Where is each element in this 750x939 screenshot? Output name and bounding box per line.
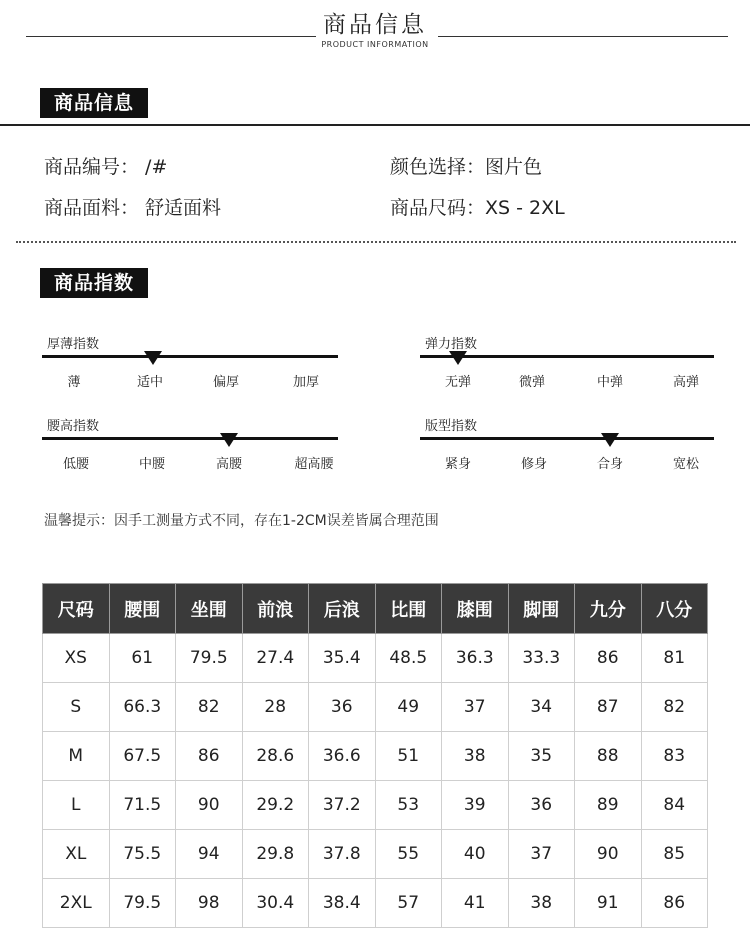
elasticity-index-option: 中弹 bbox=[596, 375, 623, 390]
elasticity-index-option: 微弹 bbox=[518, 375, 545, 390]
table-cell: 75.5 bbox=[109, 830, 176, 879]
table-cell: 71.5 bbox=[109, 781, 176, 830]
table-header-cell: 腰围 bbox=[109, 584, 176, 634]
table-cell: 86 bbox=[575, 634, 642, 683]
table-cell: L bbox=[43, 781, 110, 830]
table-cell: 61 bbox=[109, 634, 176, 683]
waist-index-option: 低腰 bbox=[62, 457, 89, 472]
table-header-cell: 后浪 bbox=[309, 584, 376, 634]
table-cell: 98 bbox=[176, 879, 243, 928]
thickness-index-option: 偏厚 bbox=[212, 375, 239, 390]
section-label-info: 商品信息 bbox=[40, 88, 148, 118]
fit-index-marker-icon bbox=[601, 433, 619, 447]
table-cell: 67.5 bbox=[109, 732, 176, 781]
table-cell: 82 bbox=[641, 683, 708, 732]
table-header-cell: 前浪 bbox=[242, 584, 309, 634]
table-cell: 90 bbox=[176, 781, 243, 830]
table-cell: 48.5 bbox=[375, 634, 442, 683]
table-cell: 79.5 bbox=[176, 634, 243, 683]
table-cell: XS bbox=[43, 634, 110, 683]
table-header-cell: 九分 bbox=[575, 584, 642, 634]
table-cell: 87 bbox=[575, 683, 642, 732]
table-cell: 81 bbox=[641, 634, 708, 683]
table-cell: 49 bbox=[375, 683, 442, 732]
section-label-index: 商品指数 bbox=[40, 268, 148, 298]
thickness-index-title: 厚薄指数 bbox=[47, 337, 100, 352]
waist-index-marker-icon bbox=[220, 433, 238, 447]
thickness-index-option: 加厚 bbox=[292, 375, 319, 390]
table-cell: 82 bbox=[176, 683, 243, 732]
thickness-index-track bbox=[42, 355, 338, 358]
header-subtitle: PRODUCT INFORMATION bbox=[321, 40, 429, 49]
table-cell: 37.2 bbox=[309, 781, 376, 830]
table-header-cell: 坐围 bbox=[176, 584, 243, 634]
table-cell: 57 bbox=[375, 879, 442, 928]
table-row bbox=[43, 634, 708, 683]
table-cell: 36.6 bbox=[309, 732, 376, 781]
table-row bbox=[43, 879, 708, 928]
table-cell: 86 bbox=[641, 879, 708, 928]
elasticity-index-marker-icon bbox=[449, 351, 467, 365]
table-cell: 38 bbox=[442, 732, 509, 781]
table-cell: 29.8 bbox=[242, 830, 309, 879]
waist-index-option: 高腰 bbox=[215, 457, 242, 472]
elasticity-index-title: 弹力指数 bbox=[425, 337, 478, 352]
table-cell: 66.3 bbox=[109, 683, 176, 732]
table-cell: S bbox=[43, 683, 110, 732]
waist-index-title: 腰高指数 bbox=[47, 419, 100, 434]
table-cell: 38 bbox=[508, 879, 575, 928]
table-header-cell: 脚围 bbox=[508, 584, 575, 634]
table-cell: 35 bbox=[508, 732, 575, 781]
table-cell: 86 bbox=[176, 732, 243, 781]
elasticity-index-option: 高弹 bbox=[672, 375, 699, 390]
table-cell: M bbox=[43, 732, 110, 781]
table-cell: 28 bbox=[242, 683, 309, 732]
table-cell: 37 bbox=[442, 683, 509, 732]
thickness-index-marker-icon bbox=[144, 351, 162, 365]
table-cell: 27.4 bbox=[242, 634, 309, 683]
table-cell: 91 bbox=[575, 879, 642, 928]
table-cell: 30.4 bbox=[242, 879, 309, 928]
table-header-cell: 膝围 bbox=[442, 584, 509, 634]
thickness-index-option: 适中 bbox=[136, 375, 163, 390]
table-cell: 39 bbox=[442, 781, 509, 830]
table-cell: 37.8 bbox=[309, 830, 376, 879]
elasticity-index-option: 无弹 bbox=[444, 375, 471, 390]
table-header-cell: 比围 bbox=[375, 584, 442, 634]
table-cell: 38.4 bbox=[309, 879, 376, 928]
fit-index-option: 紧身 bbox=[444, 457, 471, 472]
table-row bbox=[43, 732, 708, 781]
table-cell: 85 bbox=[641, 830, 708, 879]
product-size: 商品尺码：XS - 2XL bbox=[390, 197, 565, 219]
size-table bbox=[42, 583, 708, 928]
table-header-cell: 尺码 bbox=[43, 584, 110, 634]
table-cell: 36 bbox=[309, 683, 376, 732]
table-cell: 53 bbox=[375, 781, 442, 830]
fit-index-option: 合身 bbox=[596, 457, 623, 472]
waist-index-option: 超高腰 bbox=[294, 457, 334, 472]
table-cell: 29.2 bbox=[242, 781, 309, 830]
table-cell: 37 bbox=[508, 830, 575, 879]
table-cell: 84 bbox=[641, 781, 708, 830]
table-cell: 40 bbox=[442, 830, 509, 879]
table-cell: 51 bbox=[375, 732, 442, 781]
table-cell: 89 bbox=[575, 781, 642, 830]
dotted-divider bbox=[16, 241, 736, 243]
product-code: 商品编号： /# bbox=[44, 156, 168, 178]
table-cell: 41 bbox=[442, 879, 509, 928]
table-cell: 2XL bbox=[43, 879, 110, 928]
table-header-cell: 八分 bbox=[641, 584, 708, 634]
table-cell: 34 bbox=[508, 683, 575, 732]
fit-index-option: 宽松 bbox=[672, 457, 699, 472]
fit-index-track bbox=[420, 437, 714, 440]
table-cell: 28.6 bbox=[242, 732, 309, 781]
table-cell: 55 bbox=[375, 830, 442, 879]
section-rule-info bbox=[0, 124, 750, 126]
table-cell: 36.3 bbox=[442, 634, 509, 683]
fit-index-option: 修身 bbox=[520, 457, 547, 472]
table-cell: 33.3 bbox=[508, 634, 575, 683]
product-fabric: 商品面料： 舒适面料 bbox=[44, 197, 222, 219]
product-color: 颜色选择：图片色 bbox=[390, 156, 543, 178]
table-cell: 83 bbox=[641, 732, 708, 781]
tip-text: 温馨提示：因手工测量方式不同，存在1-2CM误差皆属合理范围 bbox=[44, 513, 439, 529]
table-cell: 36 bbox=[508, 781, 575, 830]
table-row bbox=[43, 781, 708, 830]
thickness-index-option: 薄 bbox=[67, 375, 81, 390]
table-header-row bbox=[43, 584, 708, 634]
table-cell: 35.4 bbox=[309, 634, 376, 683]
table-cell: 94 bbox=[176, 830, 243, 879]
waist-index-option: 中腰 bbox=[138, 457, 165, 472]
table-row bbox=[43, 683, 708, 732]
table-row bbox=[43, 830, 708, 879]
table-cell: 90 bbox=[575, 830, 642, 879]
table-cell: 88 bbox=[575, 732, 642, 781]
header-title: 商品信息 bbox=[323, 12, 427, 38]
fit-index-title: 版型指数 bbox=[425, 419, 478, 434]
table-cell: XL bbox=[43, 830, 110, 879]
waist-index-track bbox=[42, 437, 338, 440]
table-cell: 79.5 bbox=[109, 879, 176, 928]
